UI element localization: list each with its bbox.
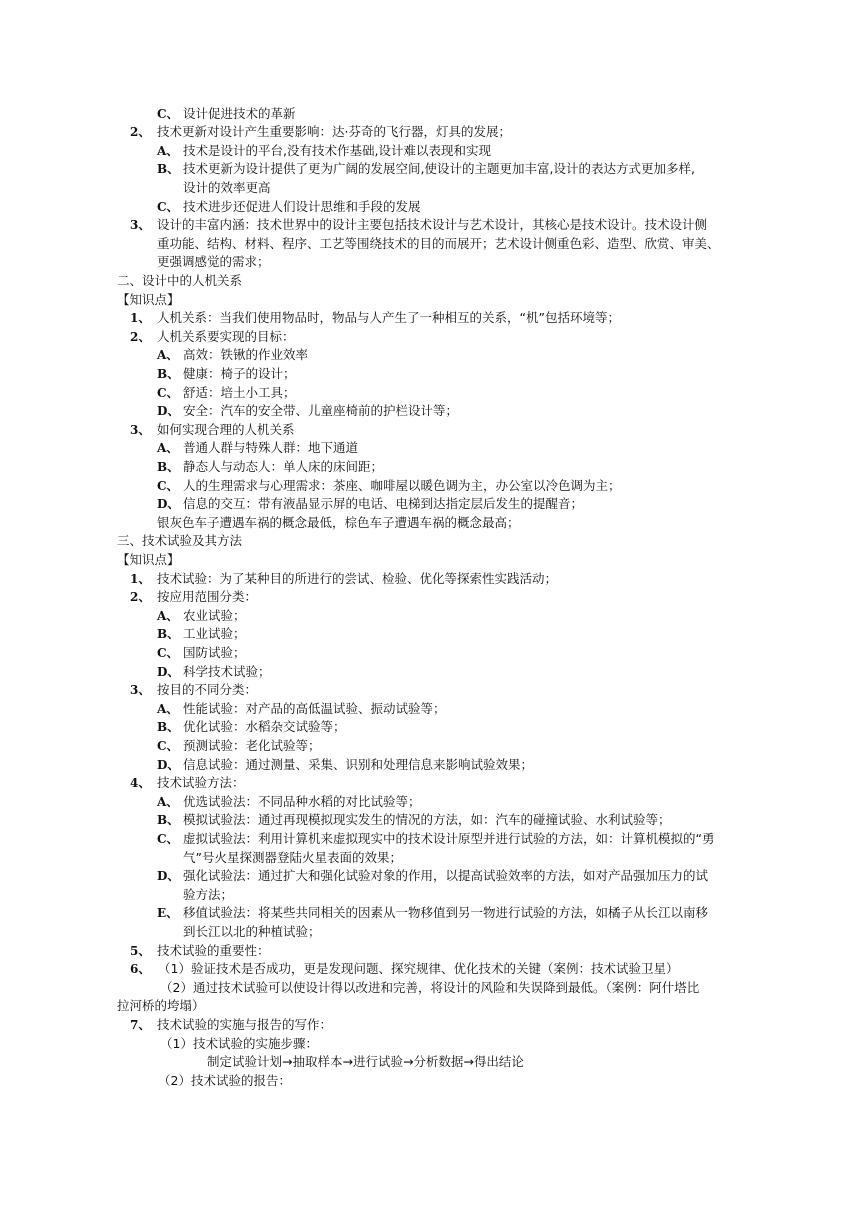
item-text: 科学技术试验； (183, 663, 271, 679)
item-text: 模拟试验法：通过再现模拟现实发生的情况的方法，如：汽车的碰撞试验、水利试验等； (183, 812, 671, 828)
item-text: 设计促进技术的革新 (183, 105, 296, 121)
item-text: 普通人群与特殊人群：地下通道 (183, 440, 359, 456)
item-marker: A、 (157, 701, 179, 716)
item-marker: C、 (157, 385, 179, 400)
item-marker: 2、 (130, 329, 151, 344)
item-marker: B、 (157, 162, 180, 177)
item-text: 虚拟试验法：利用计算机来虚拟现实中的技术设计原型并进行试验的方法，如：计算机模拟的“勇 (183, 830, 715, 846)
item-text: （1）技术试验的实施步骤： (160, 1035, 318, 1051)
item-text: 高效：铁锹的作业效率 (183, 347, 309, 363)
item-text: 强化试验法：通过扩大和强化试验对象的作用，以提高试验效率的方法，如对产品强加压力的试 (183, 868, 709, 884)
item-text: 重功能、结构、材料、程序、工艺等围绕技术的目的而展开；艺术设计侧重色彩、造型、欣赏、审美、 (157, 235, 720, 251)
item-marker: C、 (157, 831, 179, 846)
item-text: 【知识点】 (117, 551, 180, 567)
item-marker: B、 (157, 813, 180, 828)
item-text: 健康：椅子的设计； (183, 365, 296, 381)
item-marker: 1、 (130, 571, 151, 586)
item-text: 技术试验：为了某种目的所进行的尝试、检验、优化等探索性实践活动； (157, 570, 558, 586)
item-marker: 3、 (130, 683, 151, 698)
item-text: 【知识点】 (117, 291, 180, 307)
item-text: 拉河桥的垮塌） (117, 998, 205, 1014)
item-text: 技术试验方法： (157, 775, 245, 791)
item-text: 静态人与动态人：单人床的床间距； (183, 458, 384, 474)
item-text: 技术试验的实施与报告的写作： (157, 1016, 333, 1032)
item-marker: 2、 (130, 125, 151, 140)
item-marker: C、 (157, 645, 179, 660)
item-text: 人的生理需求与心理需求：茶座、咖啡屋以暖色调为主，办公室以冷色调为主； (183, 477, 621, 493)
item-marker: A、 (157, 143, 179, 158)
item-marker: B、 (157, 627, 180, 642)
item-text: 技术试验的重要性： (157, 942, 270, 958)
item-text: 技术进步还促进人们设计思维和手段的发展 (183, 198, 421, 214)
item-text: （2）技术试验的报告： (158, 1072, 291, 1088)
item-text: （1）验证技术是否成功，更是发现问题、探究规律、优化技术的关键（案例：技术试验卫星） (158, 961, 679, 977)
item-text: 优化试验：水稻杂交试验等； (183, 719, 346, 735)
item-text: 技术更新对设计产生重要影响：达·芬奇的飞行器，灯具的发展； (157, 124, 511, 140)
item-text: 人机关系要实现的目标： (157, 328, 295, 344)
item-text: 农业试验； (183, 607, 246, 623)
item-marker: 2、 (130, 590, 151, 605)
item-marker: D、 (157, 757, 180, 772)
item-marker: B、 (157, 366, 180, 381)
item-marker: 3、 (130, 218, 151, 233)
item-text: 制定试验计划→抽取样本→进行试验→分析数据→得出结论 (207, 1054, 524, 1070)
item-text: 优选试验法：不同品种水稻的对比试验等； (183, 793, 421, 809)
item-marker: 6、 (130, 962, 151, 977)
item-marker: A、 (157, 441, 179, 456)
item-text: 信息试验：通过测量、采集、识别和处理信息来影响试验效果； (183, 756, 534, 772)
item-text: 银灰色车子遭遇车祸的概念最低，棕色车子遭遇车祸的概念最高； (157, 514, 520, 530)
item-text: 工业试验； (183, 626, 246, 642)
item-marker: 4、 (130, 776, 151, 791)
item-marker: C、 (157, 738, 179, 753)
item-marker: 7、 (130, 1017, 151, 1032)
item-text: 性能试验：对产品的高低温试验、振动试验等； (183, 700, 446, 716)
item-text: （2）通过技术试验可以使设计得以改进和完善，将设计的风险和失误降到最低。（案例：阿什塔比 (160, 979, 700, 995)
item-text: 到长江以北的种植试验； (183, 923, 321, 939)
item-marker: D、 (157, 664, 180, 679)
item-marker: 3、 (130, 422, 151, 437)
item-marker: D、 (157, 497, 180, 512)
item-marker: A、 (157, 608, 179, 623)
item-text: 人机关系：当我们使用物品时，物品与人产生了一种相互的关系，“机”包括环境等； (157, 310, 620, 326)
item-marker: E、 (157, 906, 179, 921)
item-marker: C、 (157, 106, 179, 121)
item-text: 预测试验：老化试验等； (183, 737, 321, 753)
item-text: 设计的效率更高 (183, 179, 271, 195)
item-text: 技术是设计的平台,没有技术作基础,设计难以表现和实现 (183, 142, 491, 158)
item-marker: D、 (157, 404, 180, 419)
item-marker: C、 (157, 199, 179, 214)
item-text: 按应用范围分类： (157, 589, 258, 605)
item-marker: A、 (157, 348, 179, 363)
item-text: 验方法； (183, 886, 234, 902)
item-text: 信息的交互：带有液晶显示屏的电话、电梯到达指定层后发生的提醒音； (183, 496, 584, 512)
item-text: 技术更新为设计提供了更为广阔的发展空间,使设计的主题更加丰富,设计的表达方式更加多样, (183, 161, 695, 177)
item-marker: A、 (157, 794, 179, 809)
item-text: 三、技术试验及其方法 (117, 533, 243, 549)
item-marker: B、 (157, 720, 180, 735)
item-text: 按目的不同分类： (157, 682, 258, 698)
item-marker: B、 (157, 459, 180, 474)
item-text: 更强调感觉的需求； (157, 254, 270, 270)
item-text: 气”号火星探测器登陆火星表面的效果； (183, 849, 402, 865)
item-marker: C、 (157, 478, 179, 493)
item-text: 如何实现合理的人机关系 (157, 421, 295, 437)
item-text: 舒适：培土小工具； (183, 384, 296, 400)
item-text: 安全：汽车的安全带、儿童座椅前的护栏设计等； (183, 403, 459, 419)
item-text: 二、设计中的人机关系 (117, 272, 243, 288)
item-marker: D、 (157, 869, 180, 884)
item-text: 国防试验； (183, 644, 246, 660)
item-text: 移值试验法：将某些共同相关的因素从一物移值到另一物进行试验的方法，如橘子从长江以南移 (183, 905, 709, 921)
item-marker: 1、 (130, 311, 151, 326)
item-marker: 5、 (130, 943, 151, 958)
item-text: 设计的丰富内涵：技术世界中的设计主要包括技术设计与艺术设计，其核心是技术设计。技术设计侧 (157, 217, 708, 233)
